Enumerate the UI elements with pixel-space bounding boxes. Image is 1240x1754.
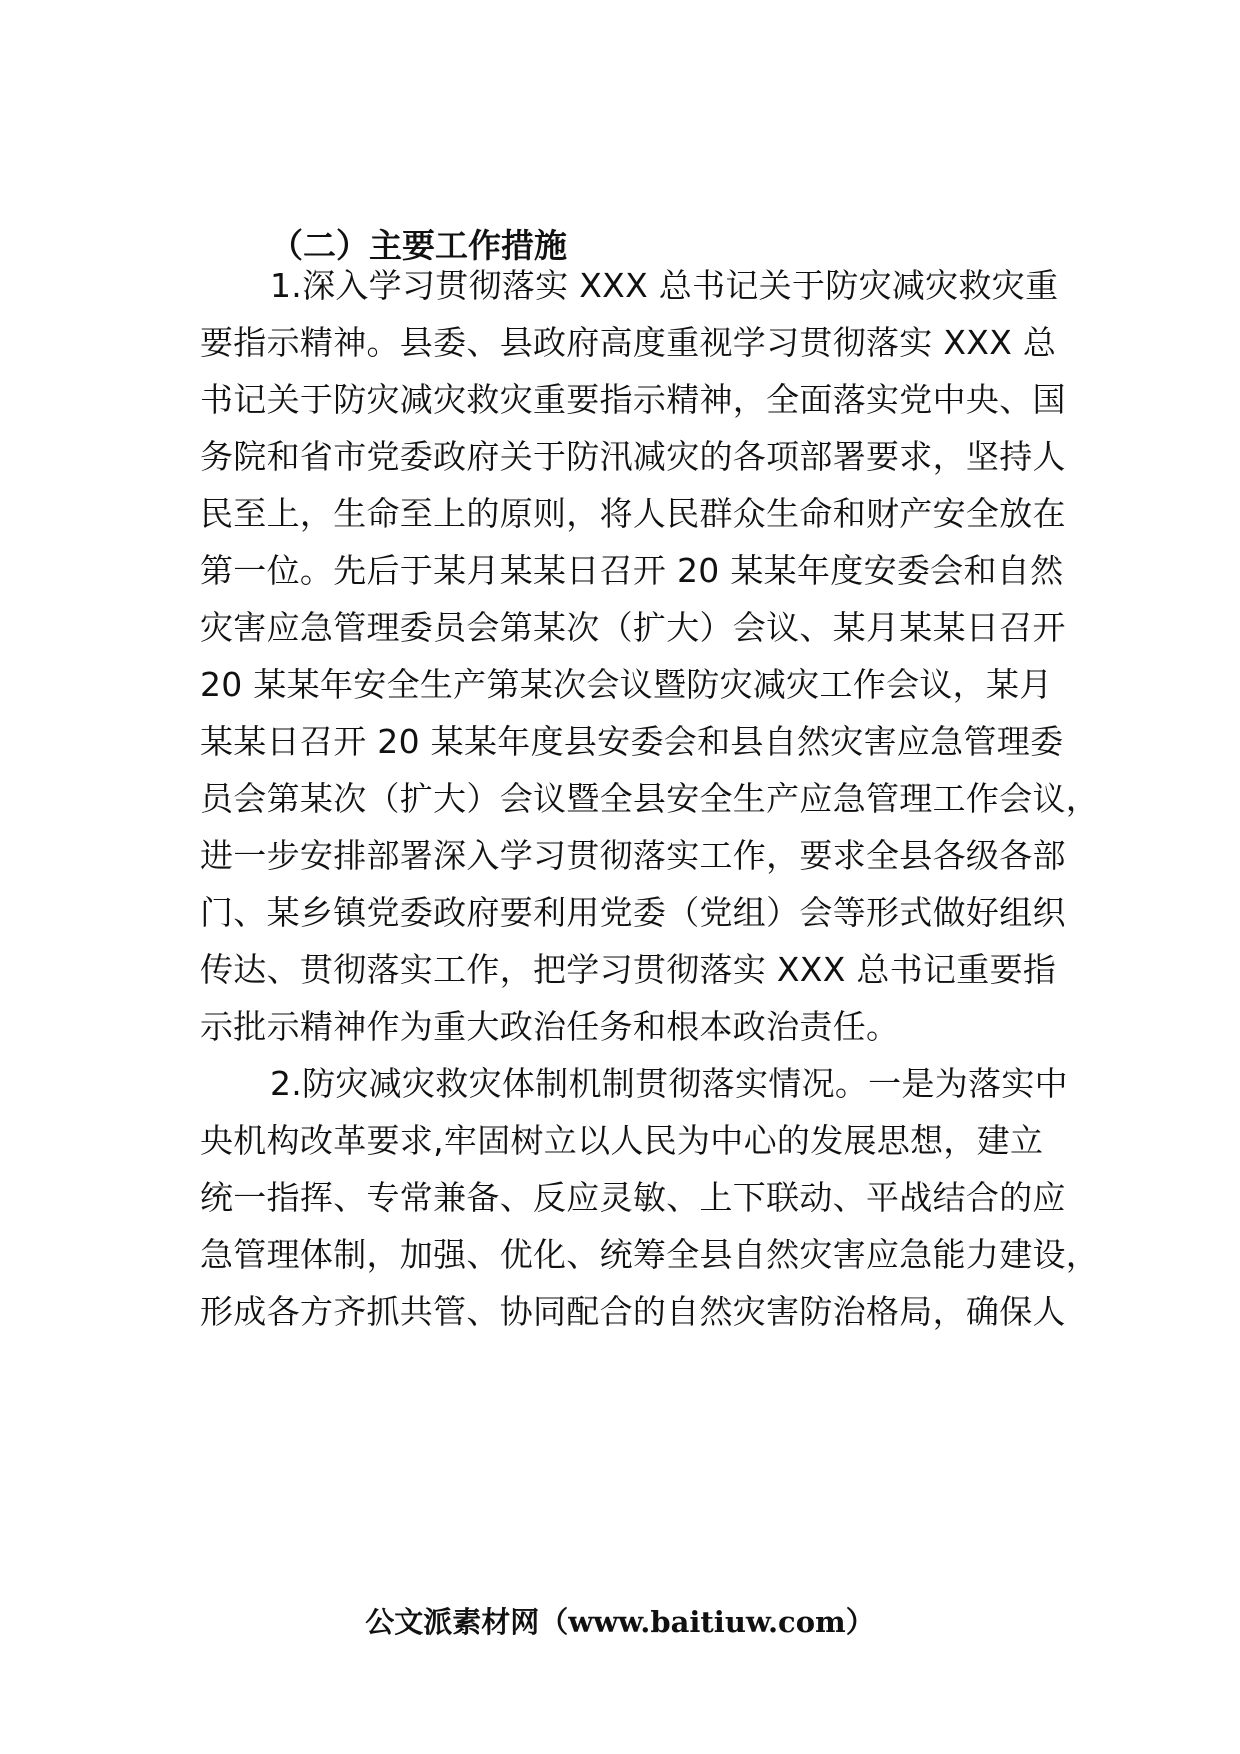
paragraph-line: 统一指挥、专常兼备、反应灵敏、上下联动、平战结合的应 <box>200 1178 1066 1217</box>
paragraph-line: 员会第某次（扩大）会议暨全县安全生产应急管理工作会议， <box>200 779 1100 818</box>
paragraph-line: 形成各方齐抓共管、协同配合的自然灾害防治格局，确保人 <box>200 1292 1066 1331</box>
paragraph-line: 门、某乡镇党委政府要利用党委（党组）会等形式做好组织 <box>200 893 1066 932</box>
paragraph-line: 书记关于防灾减灾救灾重要指示精神，全面落实党中央、国 <box>200 380 1066 419</box>
paragraph-line: 示批示精神作为重大政治任务和根本政治责任。 <box>200 1007 900 1046</box>
paragraph-line: 务院和省市党委政府关于防汛减灾的各项部署要求，坚持人 <box>200 437 1066 476</box>
paragraph-line: 灾害应急管理委员会第某次（扩大）会议、某月某某日召开 <box>200 608 1066 647</box>
paragraph-line: 民至上，生命至上的原则，将人民群众生命和财产安全放在 <box>200 494 1066 533</box>
paragraph-line: 急管理体制，加强、优化、统筹全县自然灾害应急能力建设， <box>200 1235 1100 1274</box>
paragraph-line: 传达、贯彻落实工作，把学习贯彻落实 XXX 总书记重要指 <box>200 950 1057 989</box>
paragraph-line: 进一步安排部署深入学习贯彻落实工作，要求全县各级各部 <box>200 836 1066 875</box>
paragraph-line: 20 某某年安全生产第某次会议暨防灾减灾工作会议，某月 <box>200 665 1053 704</box>
paragraph-line: 第一位。先后于某月某某日召开 20 某某年度安委会和自然 <box>200 551 1064 590</box>
paragraph-line: 某某日召开 20 某某年度县安委会和县自然灾害应急管理委 <box>200 722 1064 761</box>
paragraph-line: 央机构改革要求,牢固树立以人民为中心的发展思想，建立 <box>200 1121 1044 1160</box>
paragraph-line: 要指示精神。县委、县政府高度重视学习贯彻落实 XXX 总 <box>200 323 1057 362</box>
paragraph-line: 1.深入学习贯彻落实 XXX 总书记关于防灾减灾救灾重 <box>270 266 1059 305</box>
footer-watermark: 公文派素材网（www.baitiuw.com） <box>365 1605 875 1639</box>
section-heading: （二）主要工作措施 <box>270 226 567 265</box>
paragraph-line: 2.防灾减灾救灾体制机制贯彻落实情况。一是为落实中 <box>270 1064 1068 1103</box>
